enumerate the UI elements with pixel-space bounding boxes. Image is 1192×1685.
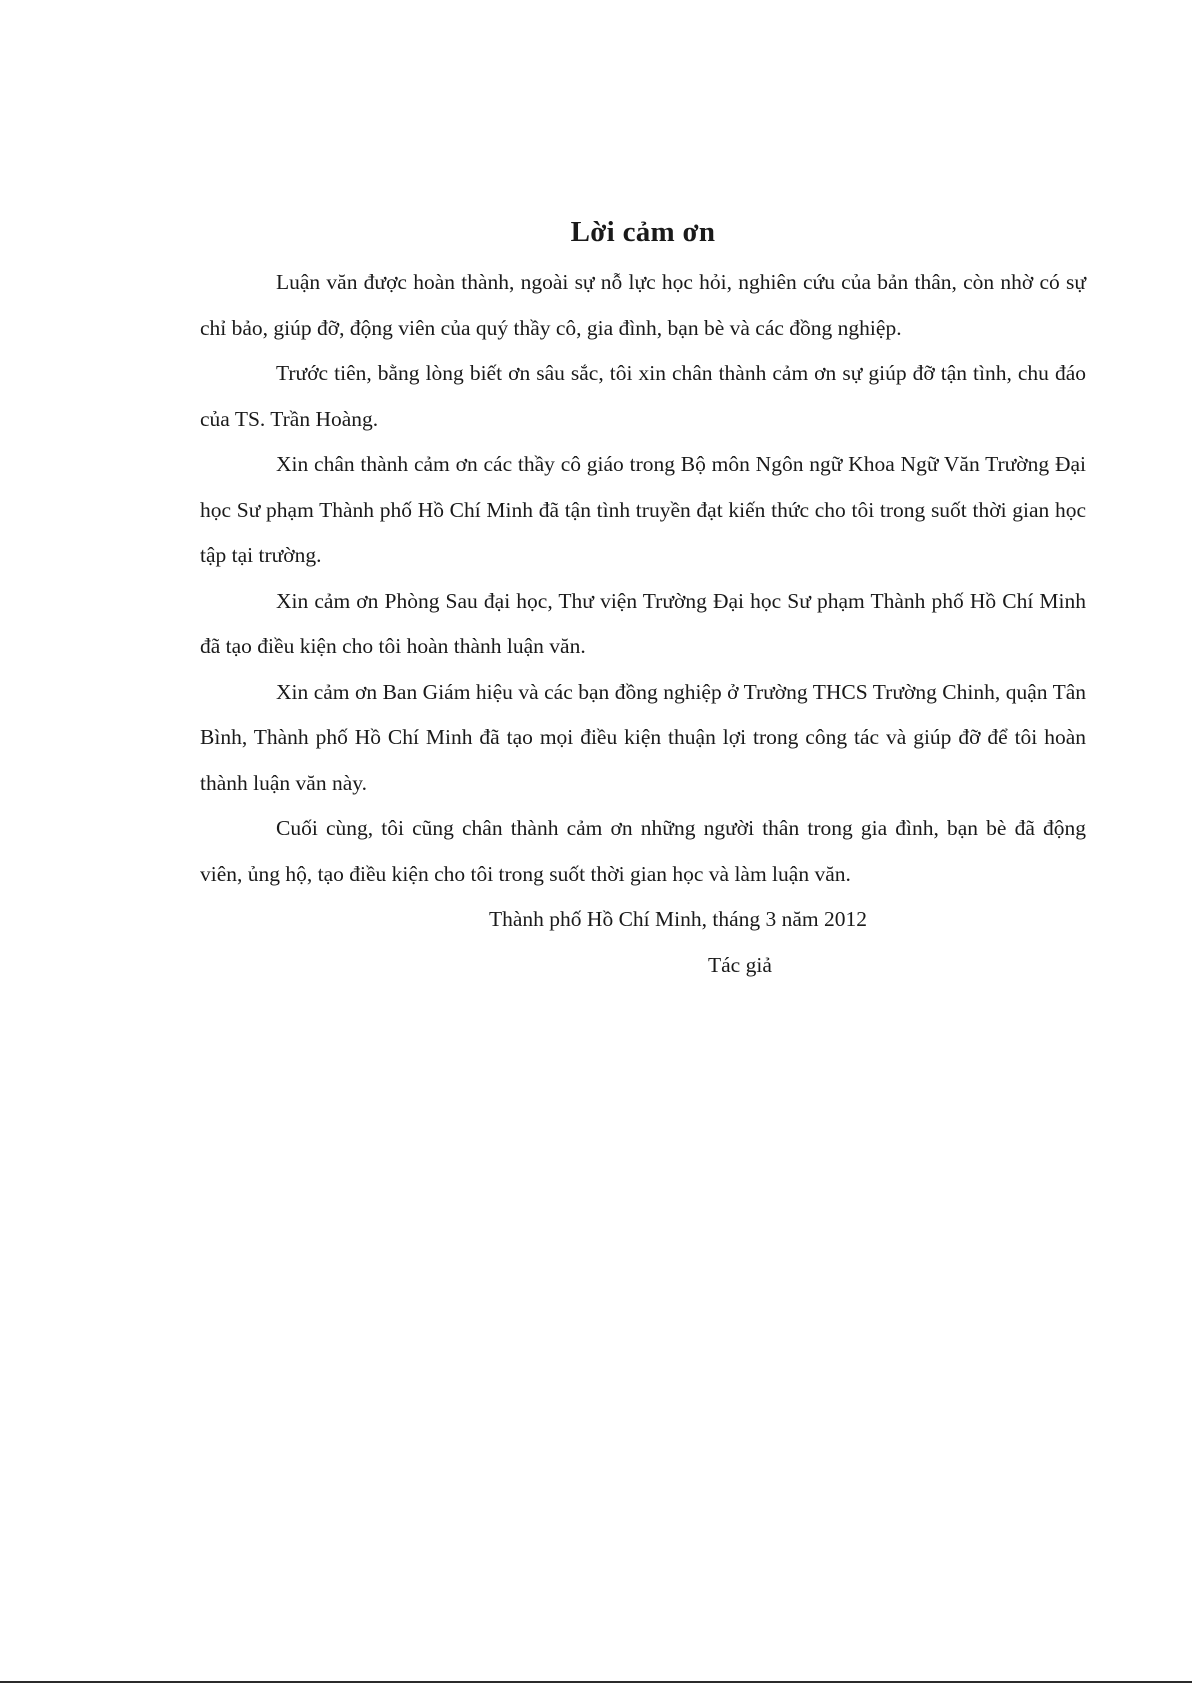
paragraph: Luận văn được hoàn thành, ngoài sự nỗ lực học hỏi, nghiên cứu của bản thân, còn nhờ có sự chỉ bảo, giúp đỡ, động viên của quý thầy cô, gia đình, bạn bè và các đồng nghiệp. (200, 270, 1086, 340)
signoff-block (200, 897, 1086, 988)
page-title: Lời cảm ơn (570, 216, 716, 248)
paragraph: Trước tiên, bằng lòng biết ơn sâu sắc, tôi xin chân thành cảm ơn sự giúp đỡ tận tình, chu đáo của TS. Trần Hoàng. (200, 361, 1086, 431)
author-label: Tác giả (708, 952, 772, 977)
paragraph: Cuối cùng, tôi cũng chân thành cảm ơn những người thân trong gia đình, bạn bè đã động viên, ủng hộ, tạo điều kiện cho tôi trong suốt thời gian học và làm luận văn. (200, 816, 1086, 886)
acknowledgement-section (200, 214, 1086, 988)
paragraph: Xin cảm ơn Ban Giám hiệu và các bạn đồng nghiệp ở Trường THCS Trường Chinh, quận Tân Bình, Thành phố Hồ Chí Minh đã tạo mọi điều kiện thuận lợi trong công tác và giúp đỡ để tôi hoàn thành luận văn này. (200, 679, 1086, 795)
paragraph: Xin chân thành cảm ơn các thầy cô giáo trong Bộ môn Ngôn ngữ Khoa Ngữ Văn Trường Đại học Sư phạm Thành phố Hồ Chí Minh đã tận tình truyền đạt kiến thức cho tôi trong suốt thời gian học tập tại trường. (200, 452, 1086, 567)
paragraph: Xin cảm ơn Phòng Sau đại học, Thư viện Trường Đại học Sư phạm Thành phố Hồ Chí Minh đã tạo điều kiện cho tôi hoàn thành luận văn. (200, 588, 1086, 658)
place-date: Thành phố Hồ Chí Minh, tháng 3 năm 2012 (489, 907, 868, 931)
bottom-border-line (0, 1681, 1192, 1683)
